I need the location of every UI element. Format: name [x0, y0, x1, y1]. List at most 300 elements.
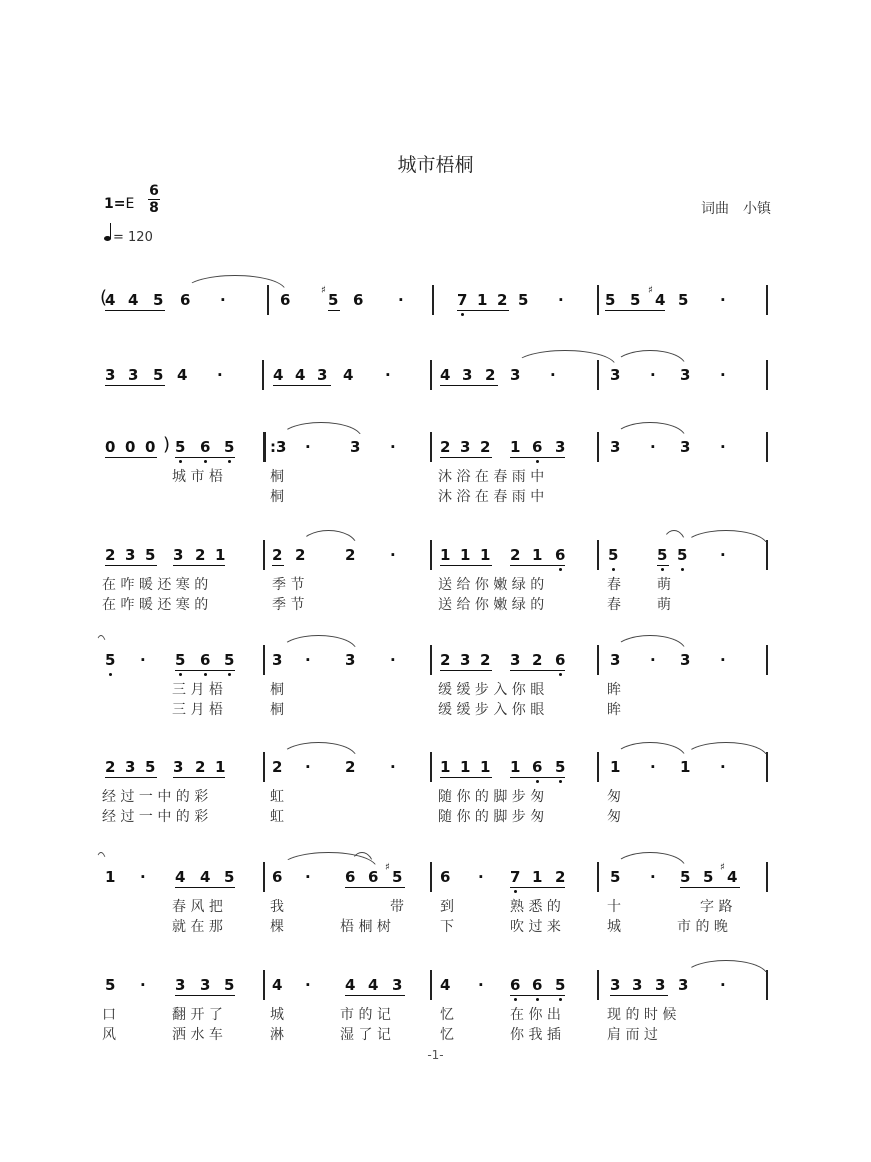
lyric-text: 棵	[270, 919, 284, 935]
barline	[430, 970, 432, 1000]
note: 1	[440, 546, 451, 564]
note: 5	[657, 546, 668, 564]
note: 1	[105, 868, 116, 886]
time-signature-bottom: 8	[149, 200, 159, 216]
duration-dot: ·	[305, 438, 311, 456]
note: :3	[270, 438, 287, 456]
barline	[263, 645, 265, 675]
lyric-text: 肩 而 过	[607, 1027, 658, 1043]
lyric-text: 到	[440, 899, 454, 915]
score-system	[100, 645, 770, 735]
note: 5	[518, 291, 529, 309]
duration-dot: ·	[720, 651, 726, 669]
score-system	[100, 862, 770, 952]
note: 1	[460, 758, 471, 776]
note: 2	[345, 546, 356, 564]
note: 5	[105, 976, 116, 994]
beam-underline	[457, 310, 509, 311]
note: 1	[510, 758, 521, 776]
note: 6	[532, 758, 543, 776]
beam-underline	[440, 777, 492, 778]
duration-dot: ·	[140, 868, 146, 886]
duration-dot: ·	[720, 366, 726, 384]
beam-underline	[440, 565, 492, 566]
lyric-text: 眸	[607, 682, 621, 698]
barline	[597, 540, 599, 570]
lyric-text: 翻 开 了	[172, 1007, 223, 1023]
duration-dot: ·	[390, 758, 396, 776]
note: 5	[605, 291, 616, 309]
note: 1	[480, 758, 491, 776]
note: 4	[177, 366, 188, 384]
lyric-text: 城	[270, 1007, 284, 1023]
note: 3	[175, 976, 186, 994]
slur-tie	[684, 742, 768, 758]
barline	[263, 540, 265, 570]
note: 5	[153, 366, 164, 384]
note: 3	[125, 546, 136, 564]
duration-dot: ·	[720, 438, 726, 456]
lyric-text: 我	[270, 899, 284, 915]
parenthesis: (	[100, 287, 108, 308]
slur-tie	[280, 635, 357, 651]
lyric-text: 三 月 梧	[172, 702, 223, 718]
note: 4	[345, 976, 356, 994]
note: 4	[105, 291, 116, 309]
lyric-text: 送 给 你 嫩 绿 的	[438, 597, 545, 613]
score-system	[100, 970, 770, 1060]
duration-dot: ·	[550, 366, 556, 384]
lyric-text: 就 在 那	[172, 919, 223, 935]
duration-dot: ·	[220, 291, 226, 309]
duration-dot: ·	[650, 651, 656, 669]
note: 3	[610, 976, 621, 994]
lyric-text: 春	[607, 597, 621, 613]
note: 5	[677, 546, 688, 564]
duration-dot: ·	[140, 976, 146, 994]
sharp-icon: ♯	[720, 862, 725, 873]
key-name: E	[125, 196, 135, 212]
beam-underline	[175, 995, 235, 996]
note: 3	[610, 651, 621, 669]
beam-underline	[510, 565, 565, 566]
song-title: 城市梧桐	[397, 154, 474, 176]
note: 3	[317, 366, 328, 384]
note: 4	[128, 291, 139, 309]
note: 6	[440, 868, 451, 886]
note: 2	[105, 758, 116, 776]
beam-underline	[175, 457, 235, 458]
key-signature	[104, 196, 134, 212]
note: 3	[392, 976, 403, 994]
beam-underline	[510, 995, 565, 996]
barline	[766, 862, 768, 892]
duration-dot: ·	[720, 546, 726, 564]
note: 4	[440, 366, 451, 384]
beam-underline	[510, 887, 565, 888]
lyric-text: 桐	[270, 702, 284, 718]
barline	[430, 645, 432, 675]
barline	[430, 752, 432, 782]
barline	[766, 432, 768, 462]
lyric-text: 桐	[270, 489, 284, 505]
note: 4	[727, 868, 738, 886]
note: 4	[272, 976, 283, 994]
note: 3	[678, 976, 689, 994]
lyric-text: 桐	[270, 469, 284, 485]
barline	[262, 360, 264, 390]
lyric-text: 梧 桐 树	[340, 919, 391, 935]
lyric-text: 城 市 梧	[172, 469, 223, 485]
lyric-text: 湿 了 记	[340, 1027, 391, 1043]
tempo-eq: =	[113, 230, 129, 245]
lyric-text: 忆	[440, 1007, 454, 1023]
lyric-text: 忆	[440, 1027, 454, 1043]
note: 4	[273, 366, 284, 384]
score-system	[100, 432, 770, 522]
beam-underline	[510, 670, 565, 671]
lyric-text: 缓 缓 步 入 你 眼	[438, 702, 545, 718]
barline	[597, 752, 599, 782]
beam-underline	[510, 457, 565, 458]
note: 3	[632, 976, 643, 994]
lyric-text: 风	[102, 1027, 116, 1043]
note: 1	[440, 758, 451, 776]
barline	[263, 752, 265, 782]
note: 2	[510, 546, 521, 564]
note: 6	[555, 546, 566, 564]
note: 2	[105, 546, 116, 564]
note: 6	[510, 976, 521, 994]
note: 6	[532, 976, 543, 994]
duration-dot: ·	[478, 976, 484, 994]
note: 5	[175, 651, 186, 669]
lyric-text: 缓 缓 步 入 你 眼	[438, 682, 545, 698]
lyric-text: 季 节	[272, 577, 305, 593]
tempo-marking	[104, 230, 153, 245]
beam-underline	[173, 565, 225, 566]
barline	[430, 540, 432, 570]
duration-dot: ·	[390, 651, 396, 669]
sharp-icon: ♯	[385, 862, 390, 873]
slur-tie	[684, 530, 768, 546]
note: 5	[555, 758, 566, 776]
slur-tie	[684, 960, 768, 976]
score-system	[100, 540, 770, 630]
beam-underline	[105, 385, 165, 386]
beam-underline	[657, 565, 669, 566]
beam-underline	[440, 457, 492, 458]
lyric-text: 你 我 插	[510, 1027, 561, 1043]
note: 2	[195, 758, 206, 776]
barline	[263, 862, 265, 892]
lyric-text: 熟 悉 的	[510, 899, 561, 915]
lyric-text: 萌	[657, 577, 671, 593]
note: 3	[462, 366, 473, 384]
note: 6	[272, 868, 283, 886]
repeat-barline	[263, 432, 266, 462]
note: 5	[224, 438, 235, 456]
slur-tie	[614, 635, 686, 651]
note: 6	[280, 291, 291, 309]
duration-dot: ·	[140, 651, 146, 669]
parenthesis: )	[163, 434, 171, 455]
note: 5	[175, 438, 186, 456]
note: 1	[510, 438, 521, 456]
duration-dot: ·	[650, 438, 656, 456]
duration-dot: ·	[650, 868, 656, 886]
duration-dot: ·	[390, 438, 396, 456]
note: 3	[125, 758, 136, 776]
duration-dot: ·	[478, 868, 484, 886]
lyric-text: 虹	[270, 809, 284, 825]
note: 2	[195, 546, 206, 564]
slur-tie	[614, 742, 686, 758]
lyric-text: 春	[607, 577, 621, 593]
note: 2	[272, 758, 283, 776]
barline	[597, 970, 599, 1000]
note: 1	[477, 291, 488, 309]
beam-underline	[272, 565, 284, 566]
slur-tie	[662, 530, 686, 546]
lyric-text: 沐 浴 在 春 雨 中	[438, 469, 545, 485]
note: 3	[610, 438, 621, 456]
note: 4	[175, 868, 186, 886]
barline	[430, 432, 432, 462]
duration-dot: ·	[217, 366, 223, 384]
note: 3	[460, 438, 471, 456]
note: 1	[532, 546, 543, 564]
lyric-text: 带	[390, 899, 404, 915]
lyric-text: 市 的 记	[340, 1007, 391, 1023]
barline	[766, 645, 768, 675]
beam-underline	[105, 565, 157, 566]
beam-underline	[680, 887, 740, 888]
note: 3	[655, 976, 666, 994]
note: 3	[460, 651, 471, 669]
lyric-text: 洒 水 车	[172, 1027, 223, 1043]
sharp-icon: ♯	[321, 285, 326, 296]
lyric-text: 在 你 出	[510, 1007, 561, 1023]
note: 2	[485, 366, 496, 384]
slur-tie	[95, 635, 107, 651]
note: 6	[180, 291, 191, 309]
note: 5	[703, 868, 714, 886]
lyric-text: 吹 过 来	[510, 919, 561, 935]
duration-dot: ·	[558, 291, 564, 309]
note: 4	[655, 291, 666, 309]
note: 3	[510, 366, 521, 384]
lyric-text: 字 路	[700, 899, 733, 915]
note: 7	[457, 291, 468, 309]
lyric-text: 匆	[607, 789, 621, 805]
lyric-text: 桐	[270, 682, 284, 698]
lyric-text: 经 过 一 中 的 彩	[102, 789, 209, 805]
note: 0	[145, 438, 156, 456]
lyric-text: 虹	[270, 789, 284, 805]
note: 6	[368, 868, 379, 886]
duration-dot: ·	[650, 366, 656, 384]
note: 2	[480, 438, 491, 456]
note: 3	[173, 758, 184, 776]
duration-dot: ·	[385, 366, 391, 384]
barline	[597, 862, 599, 892]
note: 0	[125, 438, 136, 456]
lyric-text: 市 的 晚	[677, 919, 728, 935]
note: 5	[224, 651, 235, 669]
note: 3	[555, 438, 566, 456]
lyric-text: 萌	[657, 597, 671, 613]
lyric-text: 随 你 的 脚 步 匆	[438, 809, 545, 825]
note: 1	[532, 868, 543, 886]
lyric-text: 眸	[607, 702, 621, 718]
tempo-bpm: 120	[128, 230, 153, 245]
lyric-text: 经 过 一 中 的 彩	[102, 809, 209, 825]
sharp-icon: ♯	[648, 285, 653, 296]
beam-underline	[105, 310, 165, 311]
note: 5	[224, 976, 235, 994]
duration-dot: ·	[305, 651, 311, 669]
duration-dot: ·	[650, 758, 656, 776]
note: 5	[680, 868, 691, 886]
lyric-text: 沐 浴 在 春 雨 中	[438, 489, 545, 505]
beam-underline	[440, 385, 498, 386]
note: 3	[510, 651, 521, 669]
note: 4	[440, 976, 451, 994]
beam-underline	[105, 457, 157, 458]
note: 5	[608, 546, 619, 564]
duration-dot: ·	[720, 976, 726, 994]
note: 3	[173, 546, 184, 564]
note: 5	[555, 976, 566, 994]
note: 3	[272, 651, 283, 669]
lyric-text: 在 咋 暖 还 寒 的	[102, 577, 209, 593]
lyric-text: 季 节	[272, 597, 305, 613]
note: 2	[272, 546, 283, 564]
note: 7	[510, 868, 521, 886]
note: 6	[555, 651, 566, 669]
note: 3	[680, 366, 691, 384]
note: 1	[480, 546, 491, 564]
note: 5	[145, 546, 156, 564]
note: 4	[295, 366, 306, 384]
note: 6	[532, 438, 543, 456]
lyric-text: 口	[102, 1007, 116, 1023]
note: 2	[345, 758, 356, 776]
beam-underline	[273, 385, 331, 386]
duration-dot: ·	[305, 868, 311, 886]
page-number: -1-	[427, 1048, 444, 1062]
key-label: 1=	[104, 196, 126, 212]
note: 5	[678, 291, 689, 309]
quarter-note-icon	[104, 236, 111, 241]
note: 3	[680, 651, 691, 669]
note: 6	[200, 438, 211, 456]
slur-tie	[280, 742, 357, 758]
lyric-text: 送 给 你 嫩 绿 的	[438, 577, 545, 593]
note: 2	[555, 868, 566, 886]
lyric-text: 随 你 的 脚 步 匆	[438, 789, 545, 805]
lyric-text: 淋	[270, 1027, 284, 1043]
note: 1	[680, 758, 691, 776]
duration-dot: ·	[305, 758, 311, 776]
note: 3	[350, 438, 361, 456]
barline	[597, 432, 599, 462]
note: 6	[200, 651, 211, 669]
slur-tie	[184, 275, 286, 291]
lyric-text: 春 风 把	[172, 899, 223, 915]
note: 5	[153, 291, 164, 309]
note: 1	[460, 546, 471, 564]
note: 2	[295, 546, 306, 564]
lyric-text: 匆	[607, 809, 621, 825]
note: 1	[215, 758, 226, 776]
barline	[430, 862, 432, 892]
composer-credit: 词曲 小镇	[701, 201, 771, 217]
beam-underline	[605, 310, 665, 311]
lyric-text: 在 咋 暖 还 寒 的	[102, 597, 209, 613]
note: 3	[345, 651, 356, 669]
time-signature	[148, 184, 160, 215]
duration-dot: ·	[720, 758, 726, 776]
note: 0	[105, 438, 116, 456]
note: 2	[532, 651, 543, 669]
note: 5	[610, 868, 621, 886]
note: 5	[630, 291, 641, 309]
lyric-text: 现 的 时 候	[607, 1007, 677, 1023]
barline	[766, 360, 768, 390]
note: 5	[145, 758, 156, 776]
barline	[263, 970, 265, 1000]
barline	[597, 285, 599, 315]
barline	[597, 645, 599, 675]
note: 3	[610, 366, 621, 384]
note: 3	[200, 976, 211, 994]
lyric-text: 城	[607, 919, 621, 935]
note: 3	[128, 366, 139, 384]
lyric-text: 下	[440, 919, 454, 935]
note: 5	[224, 868, 235, 886]
barline	[430, 360, 432, 390]
note: 5	[392, 868, 403, 886]
beam-underline	[345, 995, 405, 996]
barline	[766, 285, 768, 315]
beam-underline	[105, 777, 157, 778]
beam-underline	[345, 887, 405, 888]
beam-underline	[440, 670, 492, 671]
beam-underline	[173, 777, 225, 778]
duration-dot: ·	[720, 291, 726, 309]
beam-underline	[328, 310, 340, 311]
duration-dot: ·	[398, 291, 404, 309]
lyric-text: 十	[607, 899, 621, 915]
beam-underline	[510, 777, 565, 778]
duration-dot: ·	[305, 976, 311, 994]
barline	[432, 285, 434, 315]
note: 5	[328, 291, 339, 309]
note: 4	[200, 868, 211, 886]
slur-tie	[300, 530, 357, 546]
beam-underline	[175, 670, 235, 671]
note: 1	[215, 546, 226, 564]
note: 4	[343, 366, 354, 384]
note: 2	[497, 291, 508, 309]
note: 5	[105, 651, 116, 669]
note: 6	[345, 868, 356, 886]
duration-dot: ·	[390, 546, 396, 564]
note: 6	[353, 291, 364, 309]
time-signature-top: 6	[149, 183, 159, 199]
